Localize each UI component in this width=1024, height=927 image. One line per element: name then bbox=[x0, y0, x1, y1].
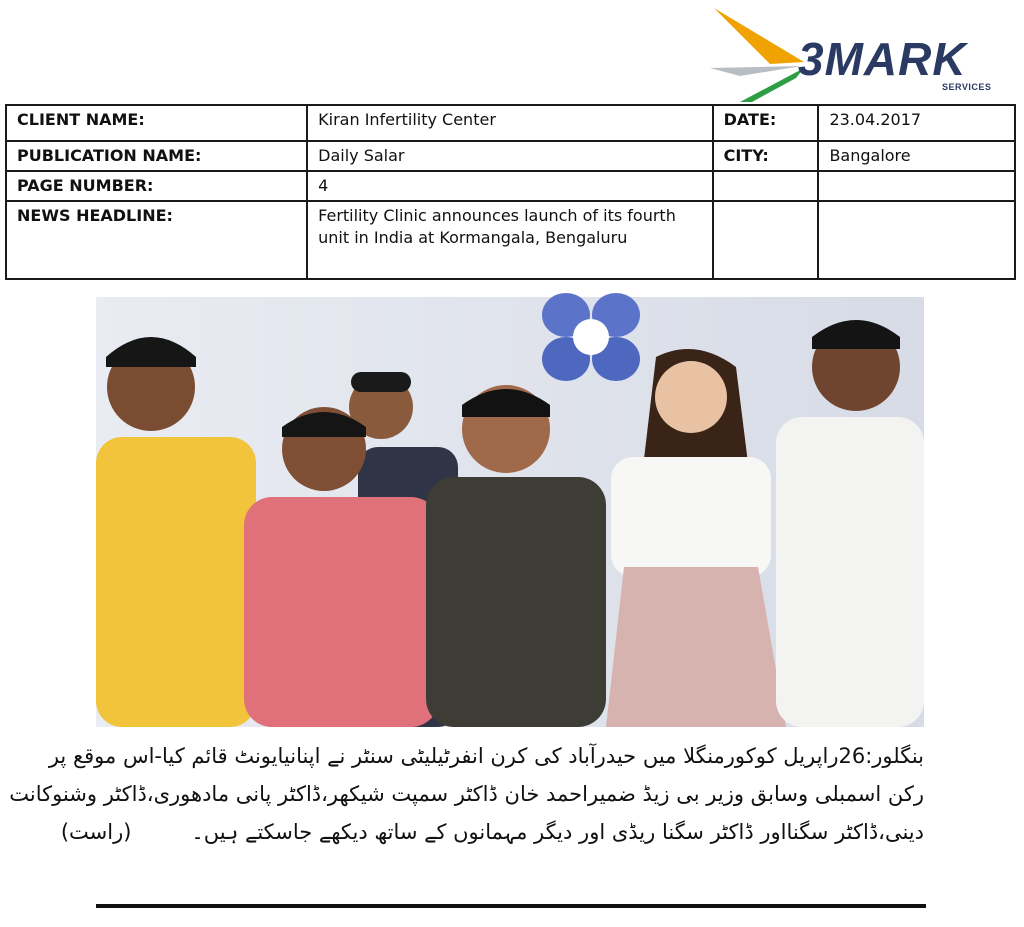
client-name-value: Kiran Infertility Center bbox=[307, 105, 712, 141]
date-label: DATE: bbox=[713, 105, 819, 141]
company-logo bbox=[700, 6, 1012, 102]
publication-name-label: PUBLICATION NAME: bbox=[6, 141, 307, 171]
page-number-label: PAGE NUMBER: bbox=[6, 171, 307, 201]
urdu-caption bbox=[9, 737, 924, 851]
empty-cell bbox=[713, 171, 819, 201]
table-row bbox=[6, 201, 1015, 279]
table-row bbox=[6, 105, 1015, 141]
city-label: CITY: bbox=[713, 141, 819, 171]
empty-cell bbox=[713, 201, 819, 279]
clipping-info-table bbox=[5, 104, 1016, 280]
caption-line-1: بنگلور:26راپریل کوکورمنگلا میں حیدرآباد کی کرن انفرٹیلیٹی سنٹر نے اپنانیایونٹ قائم کیا-اس موقع پر bbox=[48, 744, 924, 768]
page-number-value: 4 bbox=[307, 171, 712, 201]
news-headline-label: NEWS HEADLINE: bbox=[6, 201, 307, 279]
caption-credit: (راست) bbox=[60, 820, 132, 844]
table-row bbox=[6, 171, 1015, 201]
logo-wordmark: 3MARK bbox=[798, 33, 967, 85]
caption-line-2: رکن اسمبلی وسابق وزیر بی زیڈ ضمیراحمد خان ڈاکٹر سمپت شیکھر،ڈاکٹر پانی مادھوری،ڈاکٹر وشنوکانت bbox=[9, 782, 924, 806]
caption-line-3-text: دینی،ڈاکٹر سگنااور ڈاکٹر سگنا ریڈی اور دیگر مہمانوں کے ساتھ دیکھے جاسکتے ہیں۔ bbox=[191, 820, 924, 844]
news-headline-value: Fertility Clinic announces launch of its fourth unit in India at Kormangala, Bengaluru bbox=[307, 201, 712, 279]
empty-cell bbox=[818, 171, 1015, 201]
caption-line-3 bbox=[60, 813, 924, 851]
client-name-label: CLIENT NAME: bbox=[6, 105, 307, 141]
empty-cell bbox=[818, 201, 1015, 279]
logo-subtext: SERVICES bbox=[942, 82, 992, 92]
news-photo bbox=[96, 297, 924, 727]
group-photo-illustration bbox=[96, 297, 924, 727]
bottom-rule bbox=[96, 904, 926, 908]
date-value: 23.04.2017 bbox=[818, 105, 1015, 141]
table-row bbox=[6, 141, 1015, 171]
publication-name-value: Daily Salar bbox=[307, 141, 712, 171]
city-value: Bangalore bbox=[818, 141, 1015, 171]
